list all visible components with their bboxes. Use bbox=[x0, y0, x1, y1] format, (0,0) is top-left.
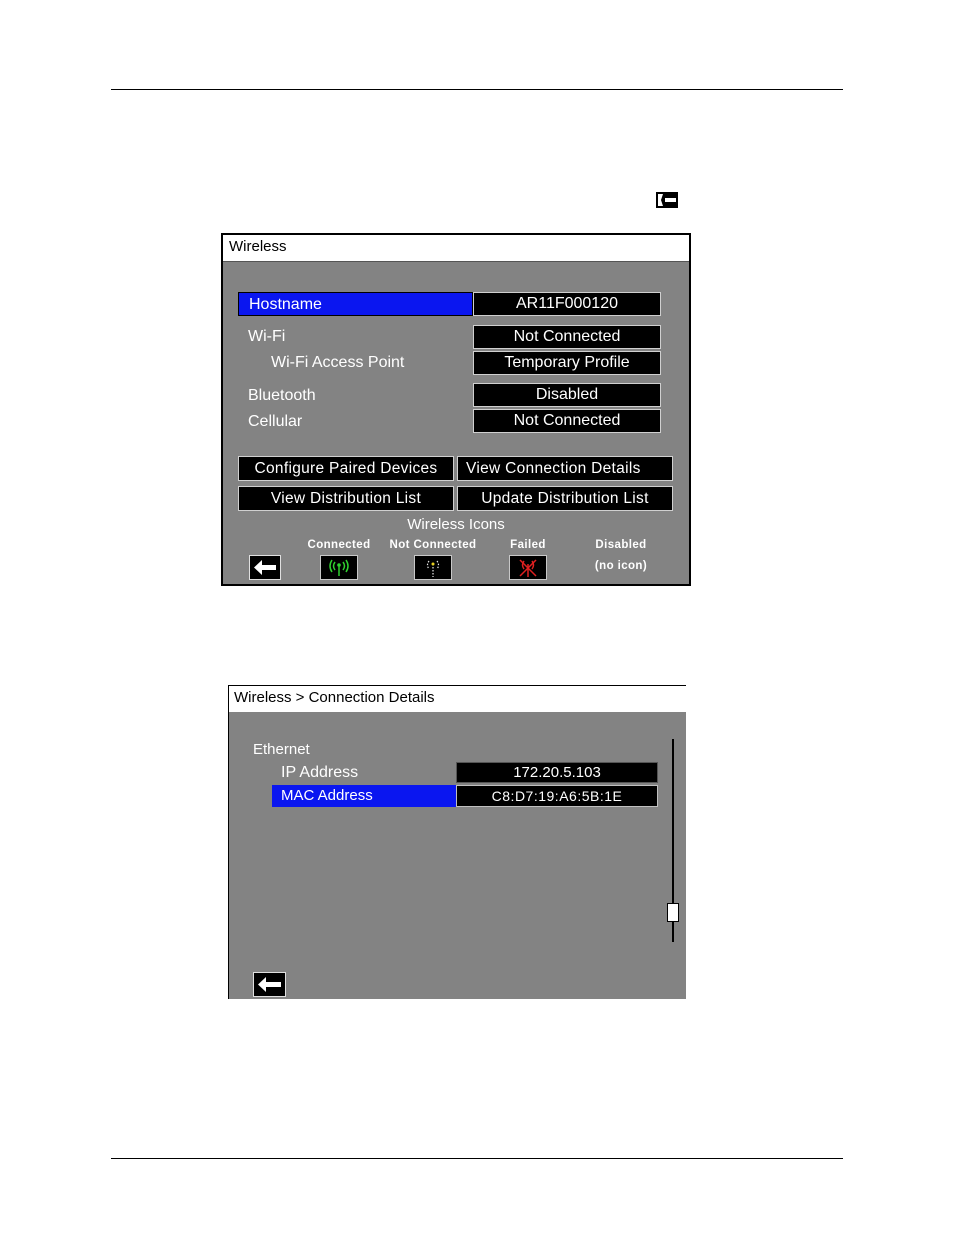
ip-address-label: IP Address bbox=[281, 764, 359, 781]
panel-title: Wireless > Connection Details bbox=[229, 686, 686, 712]
wireless-panel bbox=[221, 233, 691, 586]
wifi-access-point-label: Wi-Fi Access Point bbox=[271, 354, 405, 371]
back-button[interactable] bbox=[253, 972, 286, 997]
mac-address-value[interactable]: C8:D7:19:A6:5B:1E bbox=[456, 785, 658, 807]
wireless-icons-title: Wireless Icons bbox=[407, 516, 505, 533]
cellular-status-value[interactable]: Not Connected bbox=[473, 409, 661, 433]
connected-icon-box bbox=[320, 555, 358, 580]
wifi-label: Wi-Fi bbox=[248, 328, 286, 345]
ip-address-value[interactable]: 172.20.5.103 bbox=[456, 762, 658, 783]
antenna-connected-icon bbox=[321, 556, 357, 579]
connection-details-panel bbox=[228, 685, 686, 999]
ethernet-section-label: Ethernet bbox=[253, 741, 310, 758]
view-connection-details-button[interactable]: View Connection Details bbox=[457, 456, 673, 481]
mac-address-label[interactable]: MAC Address bbox=[272, 785, 456, 807]
not-connected-caption: Not Connected bbox=[389, 539, 477, 551]
not-connected-icon-box bbox=[414, 555, 452, 580]
wifi-access-point-value[interactable]: Temporary Profile bbox=[473, 351, 661, 375]
failed-caption: Failed bbox=[510, 539, 546, 551]
bluetooth-label: Bluetooth bbox=[248, 387, 316, 404]
menu-icon bbox=[656, 192, 678, 208]
hostname-value[interactable]: AR11F000120 bbox=[473, 292, 661, 316]
back-button[interactable] bbox=[249, 555, 281, 580]
disabled-caption: Disabled bbox=[595, 539, 647, 551]
configure-paired-devices-button[interactable]: Configure Paired Devices bbox=[238, 456, 454, 481]
hostname-label[interactable]: Hostname bbox=[238, 292, 473, 316]
top-rule bbox=[111, 89, 843, 90]
failed-icon-box bbox=[509, 555, 547, 580]
bluetooth-status-value[interactable]: Disabled bbox=[473, 383, 661, 407]
update-distribution-list-button[interactable]: Update Distribution List bbox=[457, 486, 673, 511]
antenna-failed-icon bbox=[510, 556, 546, 579]
back-arrow-icon bbox=[254, 973, 285, 996]
back-arrow-icon bbox=[250, 556, 280, 579]
antenna-not-connected-icon bbox=[415, 556, 451, 579]
disabled-no-icon-caption: (no icon) bbox=[594, 560, 648, 572]
scrollbar-thumb[interactable] bbox=[667, 903, 679, 922]
wifi-status-value[interactable]: Not Connected bbox=[473, 325, 661, 349]
panel-title: Wireless bbox=[223, 235, 689, 262]
view-distribution-list-button[interactable]: View Distribution List bbox=[238, 486, 454, 511]
connected-caption: Connected bbox=[307, 539, 371, 551]
cellular-label: Cellular bbox=[248, 413, 303, 430]
bottom-rule bbox=[111, 1158, 843, 1159]
